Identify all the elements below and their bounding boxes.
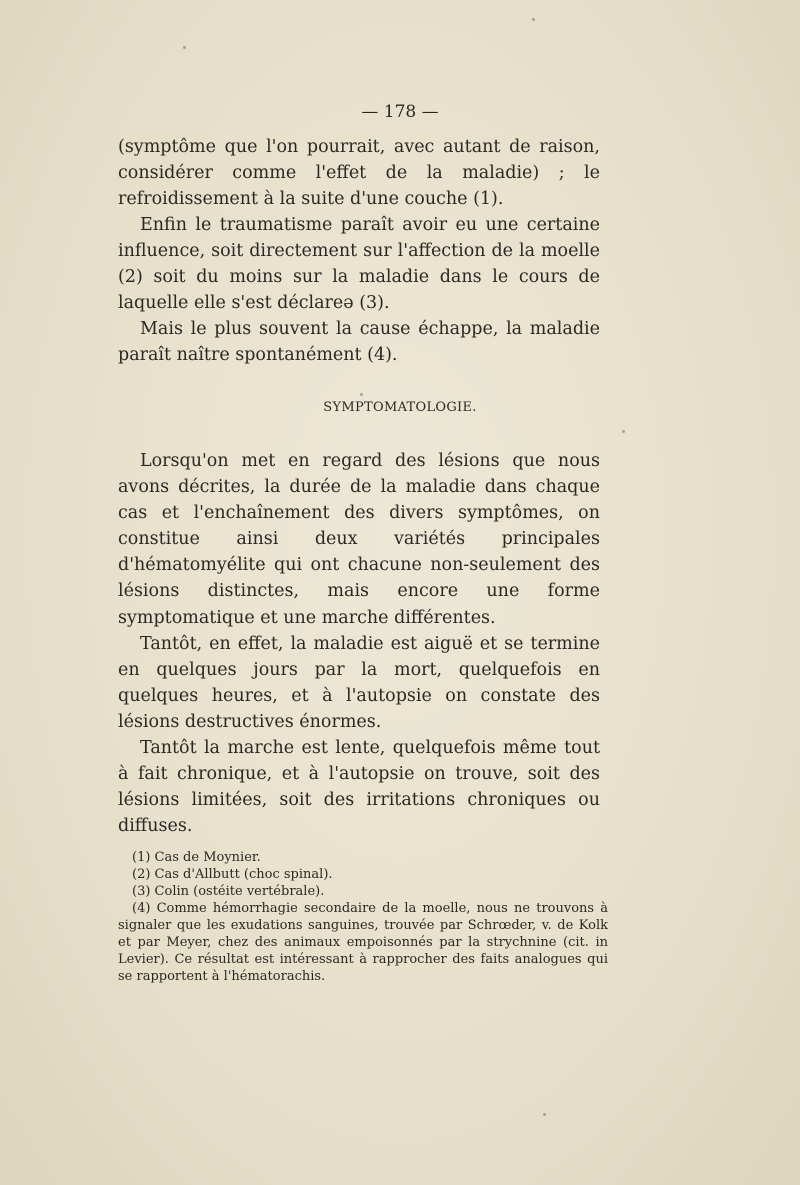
paragraph: Mais le plus souvent la cause échappe, la maladie paraît naître spontanément (4). bbox=[118, 319, 600, 365]
body-text-top bbox=[118, 134, 600, 368]
paragraph: Tantôt, en effet, la maladie est aiguë et se termine en quelques jours par la mort, quelquefois en quelques heures, et à l'autopsie on constate des lésions destructives énormes. bbox=[118, 633, 600, 732]
paragraph: Enfin le traumatisme paraît avoir eu une certaine influence, soit directement sur l'affection de la moelle (2) soit du moins sur la maladie dans le cours de laquelle elle s'est déclareə (3). bbox=[118, 215, 600, 313]
footnote: (3) Colin (ostéite vertébrale). bbox=[132, 884, 325, 899]
paper-speck bbox=[622, 430, 625, 433]
section-heading: SYMPTOMATOLOGIE. bbox=[323, 400, 477, 415]
paper-speck bbox=[360, 393, 363, 396]
paragraph: Tantôt la marche est lente, quelquefois même tout à fait chronique, et à l'autopsie on trouve, soit des lésions limitées, soit des irritations chroniques ou diffuses. bbox=[118, 738, 600, 837]
footnotes bbox=[118, 849, 608, 985]
footnote: (4) Comme hémorrhagie secondaire de la moelle, nous ne trouvons à signaler que les exudations sanguines, trouvée par Schrœder, v. de Kolk et par Meyer, chez des animaux empoisonnés par la strychnine (cit. in Levier). Ce résultat est intéressant à rapprocher des faits analogues qui se rapportent à l'hématorachis. bbox=[118, 901, 608, 984]
body-text-main bbox=[118, 448, 600, 839]
paper-speck bbox=[543, 1113, 546, 1116]
paragraph: Lorsqu'on met en regard des lésions que nous avons décrites, la durée de la maladie dans chaque cas et l'enchaînement des divers symptômes, on constitue ainsi deux variétés principales d'hématomyélite qui ont chacune non-seulement des lésions distinctes, mais encore une forme symptomatique et une marche différentes. bbox=[118, 451, 600, 628]
paper-speck bbox=[183, 46, 186, 49]
paper-speck bbox=[532, 18, 535, 21]
footnote: (1) Cas de Moynier. bbox=[132, 850, 261, 865]
page-number: — 178 — bbox=[361, 102, 439, 122]
paragraph: (symptôme que l'on pourrait, avec autant de raison, considérer comme l'effet de la maladie) ; le refroidissement à la suite d'une couche (1). bbox=[118, 137, 600, 209]
footnote: (2) Cas d'Allbutt (choc spinal). bbox=[132, 867, 333, 882]
